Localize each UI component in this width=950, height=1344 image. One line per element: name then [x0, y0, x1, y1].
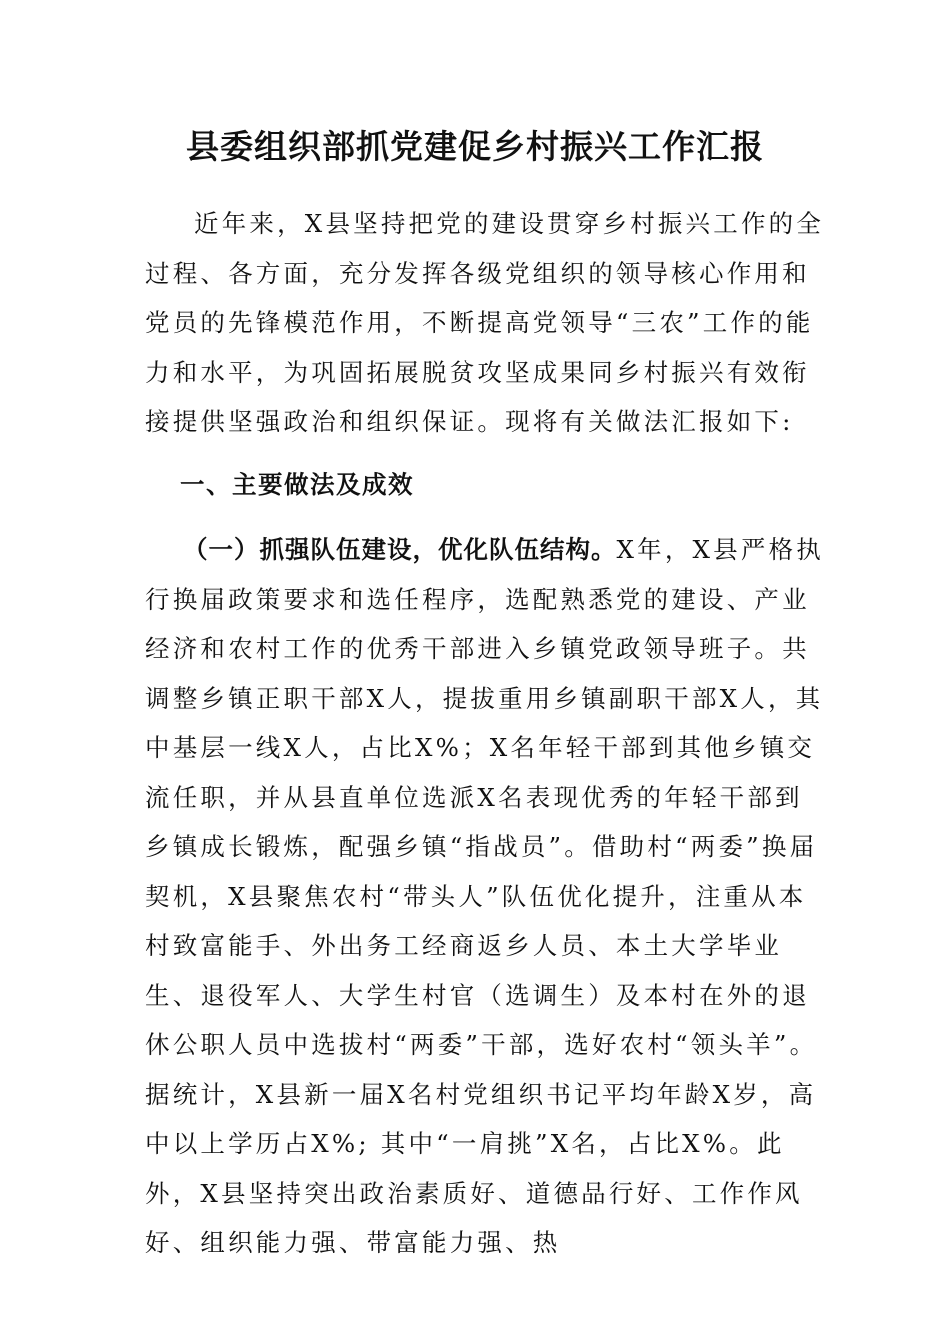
document-title: 县委组织部抓党建促乡村振兴工作汇报 — [186, 127, 764, 166]
intro-paragraph: 近年来，X县坚持把党的建设贯穿乡村振兴工作的全过程、各方面，充分发挥各级党组织的领导核心作用和党员的先锋模范作用，不断提高党领导“三农”工作的能力和水平，为巩固拓展脱贫攻坚成果同乡村振兴有效衔接提供坚强政治和组织保证。现将有关做法汇报如下: — [145, 209, 825, 436]
subsection-paragraph — [145, 525, 825, 1268]
subsection-lead: （一）抓强队伍建设，优化队伍结构。 — [183, 535, 617, 564]
subsection-text: X年，X县严格执行换届政策要求和选任程序，选配熟悉党的建设、产业经济和农村工作的优秀干部进入乡镇党政领导班子。共调整乡镇正职干部X人，提拔重用乡镇副职干部X人，其中基层一线X人，占比X%；X名年轻干部到其他乡镇交流任职，并从县直单位选派X名表现优秀的年轻干部到乡镇成长锻炼，配强乡镇“指战员”。借助村“两委”换届契机，X县聚焦农村“带头人”队伍优化提升，注重从本村致富能手、外出务工经商返乡人员、本土大学毕业生、退役军人、大学生村官（选调生）及本村在外的退休公职人员中选拔村“两委”干部，选好农村“领头羊”。据统计，X县新一届X名村党组织书记平均年龄X岁，高中以上学历占X%; 其中“一肩挑”X名，占比X%。此外，X县坚持突出政治素质好、道德品行好、工作作风好、组织能力强、带富能力强、热 — [145, 535, 824, 1257]
section-heading: 一、主要做法及成效 — [180, 470, 414, 499]
